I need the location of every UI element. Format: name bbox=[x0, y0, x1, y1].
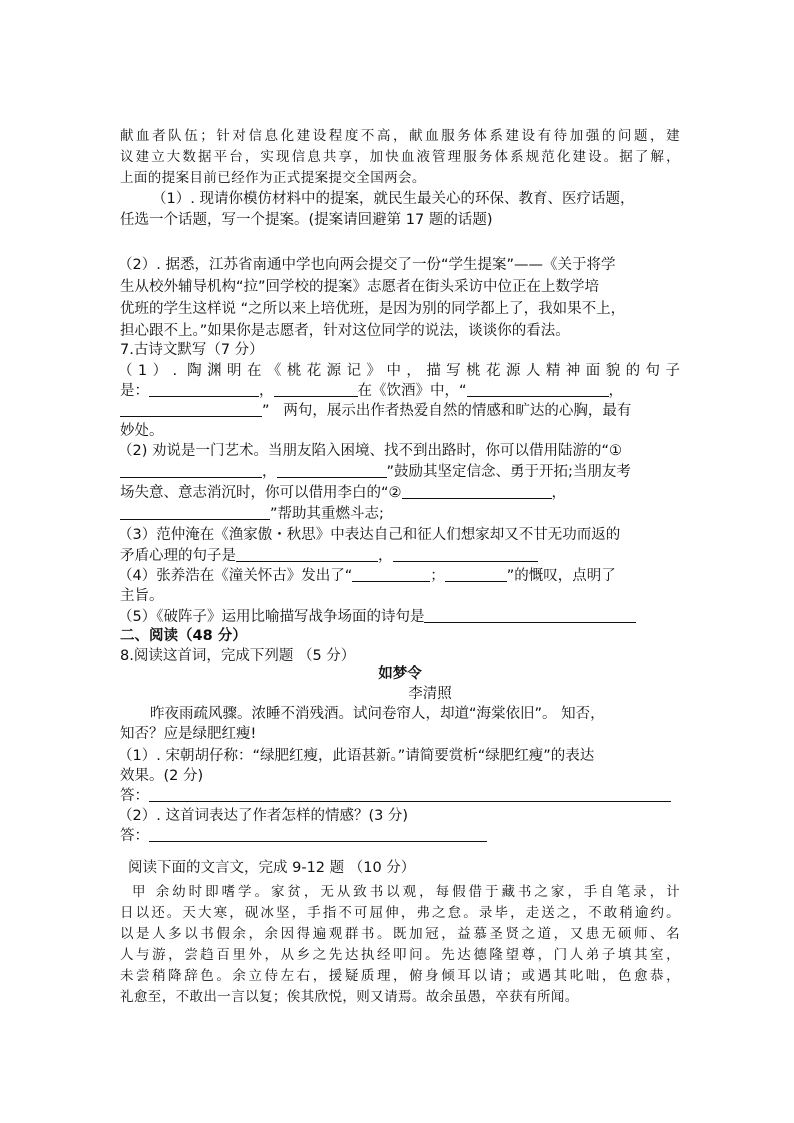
question-2-line: 生从校外辅导机构“拉”回学校的提案》志愿者在街头采访中位正在上数学培 bbox=[120, 279, 600, 295]
text-line: 议建立大数据平台，实现信息共享，加快血液管理服务体系规范化建设。据了解， bbox=[120, 149, 680, 165]
answer-blank[interactable] bbox=[393, 546, 538, 562]
classical-text-line: 日以还。天大寒，砚冰坚，手指不可屈伸，弗之怠。录毕，走送之，不敢稍逾约。 bbox=[120, 905, 680, 921]
poetry-item-1-line4: 妙处。 bbox=[120, 423, 164, 439]
answer-blank[interactable] bbox=[467, 381, 609, 397]
text: 矛盾心理的句子是 bbox=[120, 548, 236, 564]
section-2-heading: 二、阅读（48 分） bbox=[120, 628, 247, 644]
poetry-item-3-line2 bbox=[120, 546, 680, 566]
sub-question-1-line2: 效果。(2 分) bbox=[120, 768, 204, 784]
poem-title: 如梦令 bbox=[378, 666, 422, 682]
answer-blank[interactable] bbox=[277, 462, 387, 478]
poetry-item-2-line2 bbox=[120, 462, 680, 482]
text: 两句，展示出作者热爱自然的情感和旷达的心胸，最有 bbox=[283, 403, 632, 419]
text: ”鼓励其坚定信念、勇于开拓;当朋友考 bbox=[386, 464, 631, 480]
question-1-line: 任选一个话题，写一个提案。(提案请回避第 17 题的话题) bbox=[120, 212, 493, 228]
answer-blank[interactable] bbox=[149, 381, 259, 397]
text-line: 献血者队伍；针对信息化建设程度不高，献血服务体系建设有待加强的问题，建 bbox=[120, 128, 680, 144]
text: ， bbox=[608, 383, 624, 399]
question-1-line: （1）. 现请你模仿材料中的提案，就民生最关心的环保、教育、医疗话题， bbox=[152, 191, 635, 207]
classical-text-intro: 阅读下面的文言文，完成 9-12 题 （10 分） bbox=[128, 860, 416, 876]
classical-text-line: 人与游，尝趋百里外，从乡之先达执经叩问。先达德隆望尊，门人弟子填其室， bbox=[120, 947, 680, 963]
poetry-item-2-line4 bbox=[120, 504, 680, 524]
question-8: 8.阅读这首词，完成下列题 （5 分） bbox=[120, 648, 356, 664]
classical-text-line: 甲 余幼时即嗜学。家贫，无从致书以观，每假借于藏书之家，手自笔录，计 bbox=[132, 884, 680, 900]
answer-blank[interactable] bbox=[236, 546, 378, 562]
question-2-line: 优班的学生这样说 “之所以来上培优班，是因为别的同学都上了，我如果不上， bbox=[120, 301, 626, 317]
answer-blank[interactable] bbox=[445, 566, 507, 582]
answer-blank[interactable] bbox=[352, 566, 430, 582]
text: ； bbox=[430, 568, 445, 584]
answer-blank[interactable] bbox=[149, 786, 671, 802]
text: ， bbox=[262, 464, 277, 480]
classical-text-line: 礼愈至，不敢出一言以复；俟其欣悦，则又请焉。故余虽愚，卒获有所闻。 bbox=[120, 989, 579, 1005]
section-7-title: 7.古诗文默写（7 分） bbox=[120, 342, 264, 358]
text: ， bbox=[259, 383, 274, 399]
text: ， bbox=[378, 548, 393, 564]
poem-line: 昨夜雨疏风骤。浓睡不消残酒。试问卷帘人，却道“海棠依旧”。 知否， bbox=[150, 706, 605, 722]
answer-blank[interactable] bbox=[120, 401, 262, 417]
text: （4）张养浩在《潼关怀古》发出了“ bbox=[118, 568, 353, 584]
poetry-item-3: （3）范仲淹在《渔家傲・秋思》中表达自己和征人们想家却又不甘无功而返的 bbox=[118, 527, 621, 543]
poetry-item-1-line2 bbox=[120, 381, 680, 401]
answer-label: 答： bbox=[120, 828, 149, 844]
sub-question-2: （2）. 这首词表达了作者怎样的情感？(3 分) bbox=[118, 808, 409, 824]
text: 场失意、意志消沉时，你可以借用李白的“② bbox=[120, 485, 402, 501]
question-2-line: （2）. 据悉，江苏省南通中学也向两会提交了一份“学生提案”——《关于将学 bbox=[118, 257, 616, 273]
answer-blank[interactable] bbox=[120, 504, 270, 520]
sub-question-1: （1）. 宋朝胡仔称：“绿肥红瘦，此语甚新。”请简要赏析“绿肥红瘦”的表达 bbox=[118, 748, 595, 764]
answer-blank[interactable] bbox=[149, 826, 487, 842]
text-line: 上面的提案目前已经作为正式提案提交全国两会。 bbox=[120, 170, 426, 186]
poetry-item-1: （1）. 陶渊明在《桃花源记》中，描写桃花源人精神面貌的句子 bbox=[118, 363, 680, 379]
text: 在《饮酒》中，“ bbox=[357, 383, 467, 399]
poem-author: 李清照 bbox=[408, 686, 452, 702]
text: （5）《破阵子》运用比喻描写战争场面的诗句是 bbox=[118, 609, 425, 625]
answer-line bbox=[120, 786, 680, 806]
classical-text-line: 以是人多以书假余，余因得遍观群书。既加冠，益慕圣贤之道，又患无硕师、名 bbox=[120, 926, 680, 942]
answer-label: 答： bbox=[120, 788, 149, 804]
question-2-line: 担心跟不上。”如果你是志愿者，针对这位同学的说法，谈谈你的看法。 bbox=[120, 323, 570, 339]
answer-line bbox=[120, 826, 680, 846]
poetry-item-4 bbox=[118, 566, 680, 586]
text: ”帮助其重燃斗志; bbox=[270, 506, 384, 522]
poetry-item-5 bbox=[118, 607, 680, 627]
text: 是： bbox=[120, 383, 149, 399]
text: ， bbox=[551, 485, 567, 501]
poetry-item-1-line3 bbox=[120, 401, 680, 421]
answer-blank[interactable] bbox=[120, 462, 262, 478]
answer-blank[interactable] bbox=[424, 607, 636, 623]
answer-blank[interactable] bbox=[274, 381, 358, 397]
classical-text-line: 未尝稍降辞色。余立侍左右，援疑质理，俯身倾耳以请；或遇其叱咄，色愈恭， bbox=[120, 968, 680, 984]
text: ” bbox=[262, 403, 270, 419]
poetry-item-4-line2: 主旨。 bbox=[120, 588, 164, 604]
poetry-item-2-line3 bbox=[120, 483, 680, 503]
poem-line: 知否？应是绿肥红瘦! bbox=[120, 726, 257, 742]
poetry-item-2: （2) 劝说是一门艺术。当朋友陷入困境、找不到出路时，你可以借用陆游的“① bbox=[118, 443, 622, 459]
answer-blank[interactable] bbox=[402, 483, 552, 499]
text: ”的慨叹，点明了 bbox=[506, 568, 616, 584]
